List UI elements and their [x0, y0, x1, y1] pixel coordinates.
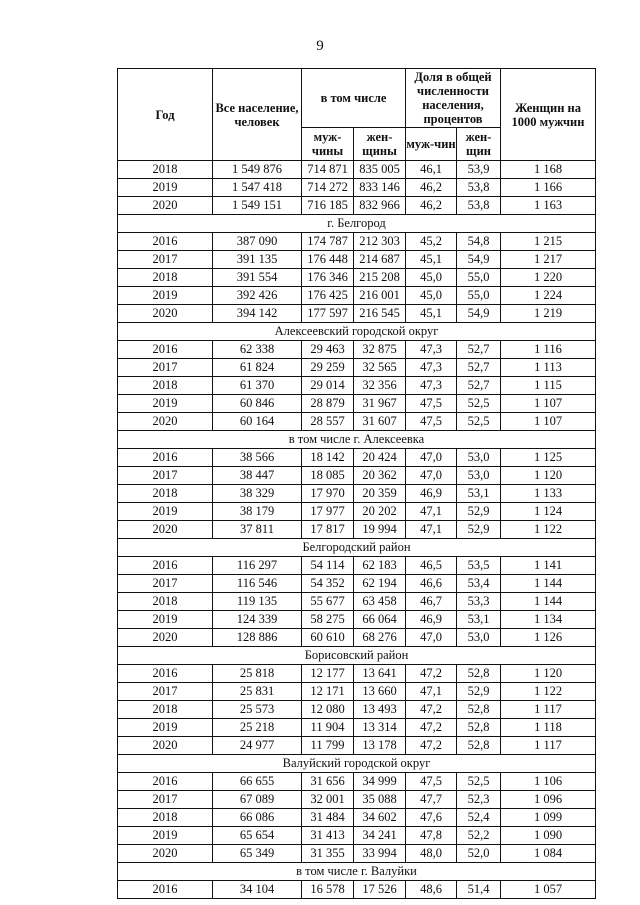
cell-women-share: 52,5 — [457, 413, 501, 431]
cell-men: 714 871 — [302, 161, 354, 179]
cell-women: 34 241 — [354, 827, 406, 845]
cell-women-share: 52,7 — [457, 377, 501, 395]
cell-women: 17 526 — [354, 881, 406, 899]
cell-year: 2018 — [118, 377, 213, 395]
cell-women-per-1000: 1 116 — [501, 341, 596, 359]
cell-women-share: 52,7 — [457, 359, 501, 377]
cell-men: 12 080 — [302, 701, 354, 719]
cell-women: 68 276 — [354, 629, 406, 647]
cell-men-share: 47,3 — [406, 377, 457, 395]
table-row — [118, 521, 596, 539]
cell-year: 2019 — [118, 719, 213, 737]
section-title: Алексеевский городской округ — [118, 323, 596, 341]
cell-year: 2019 — [118, 287, 213, 305]
cell-men-share: 47,1 — [406, 503, 457, 521]
cell-men-share: 47,7 — [406, 791, 457, 809]
cell-total: 394 142 — [213, 305, 302, 323]
cell-men: 54 114 — [302, 557, 354, 575]
cell-men: 29 259 — [302, 359, 354, 377]
cell-men: 177 597 — [302, 305, 354, 323]
cell-men: 17 977 — [302, 503, 354, 521]
cell-men-share: 47,3 — [406, 341, 457, 359]
cell-women-per-1000: 1 166 — [501, 179, 596, 197]
cell-men: 17 970 — [302, 485, 354, 503]
cell-women: 62 183 — [354, 557, 406, 575]
cell-women-share: 52,9 — [457, 683, 501, 701]
table-row — [118, 377, 596, 395]
cell-women-share: 52,5 — [457, 773, 501, 791]
table-row — [118, 611, 596, 629]
cell-year: 2017 — [118, 467, 213, 485]
cell-women-per-1000: 1 106 — [501, 773, 596, 791]
cell-men-share: 47,0 — [406, 467, 457, 485]
page-number: 9 — [316, 38, 324, 54]
cell-women-share: 53,0 — [457, 467, 501, 485]
cell-men-share: 47,2 — [406, 737, 457, 755]
cell-women: 13 314 — [354, 719, 406, 737]
cell-men: 31 484 — [302, 809, 354, 827]
cell-women-per-1000: 1 125 — [501, 449, 596, 467]
table-row — [118, 287, 596, 305]
cell-year: 2020 — [118, 413, 213, 431]
cell-men-share: 47,2 — [406, 701, 457, 719]
cell-women-share: 53,5 — [457, 557, 501, 575]
table-row — [118, 791, 596, 809]
table-row — [118, 449, 596, 467]
cell-total: 25 218 — [213, 719, 302, 737]
cell-total: 25 818 — [213, 665, 302, 683]
table-header — [118, 69, 596, 161]
cell-men: 174 787 — [302, 233, 354, 251]
cell-women-per-1000: 1 090 — [501, 827, 596, 845]
table-row — [118, 341, 596, 359]
section-title: Валуйский городской округ — [118, 755, 596, 773]
cell-women: 13 493 — [354, 701, 406, 719]
table-row — [118, 413, 596, 431]
section-title-row — [118, 539, 596, 557]
cell-men-share: 46,9 — [406, 485, 457, 503]
cell-women-share: 53,8 — [457, 179, 501, 197]
cell-women-per-1000: 1 099 — [501, 809, 596, 827]
cell-men: 12 171 — [302, 683, 354, 701]
cell-year: 2016 — [118, 881, 213, 899]
cell-women: 835 005 — [354, 161, 406, 179]
cell-women: 833 146 — [354, 179, 406, 197]
cell-women-per-1000: 1 134 — [501, 611, 596, 629]
cell-women-share: 53,0 — [457, 629, 501, 647]
cell-women-per-1000: 1 133 — [501, 485, 596, 503]
cell-total: 66 086 — [213, 809, 302, 827]
table-row — [118, 683, 596, 701]
cell-women-per-1000: 1 124 — [501, 503, 596, 521]
table-row — [118, 305, 596, 323]
cell-women-share: 53,0 — [457, 449, 501, 467]
cell-women-per-1000: 1 115 — [501, 377, 596, 395]
cell-men: 32 001 — [302, 791, 354, 809]
cell-year: 2019 — [118, 827, 213, 845]
table-row — [118, 575, 596, 593]
cell-women-per-1000: 1 217 — [501, 251, 596, 269]
cell-year: 2019 — [118, 503, 213, 521]
cell-men: 28 557 — [302, 413, 354, 431]
cell-men-share: 47,2 — [406, 665, 457, 683]
cell-total: 38 447 — [213, 467, 302, 485]
cell-women-per-1000: 1 122 — [501, 521, 596, 539]
section-title-row — [118, 755, 596, 773]
cell-women-per-1000: 1 126 — [501, 629, 596, 647]
section-title: Белгородский район — [118, 539, 596, 557]
section-title-row — [118, 863, 596, 881]
cell-women-share: 53,1 — [457, 485, 501, 503]
table-row — [118, 773, 596, 791]
cell-women: 20 202 — [354, 503, 406, 521]
cell-women-share: 53,1 — [457, 611, 501, 629]
cell-women-per-1000: 1 120 — [501, 665, 596, 683]
cell-men-share: 45,2 — [406, 233, 457, 251]
table-row — [118, 359, 596, 377]
cell-women: 32 875 — [354, 341, 406, 359]
population-table — [117, 68, 596, 899]
cell-women: 34 999 — [354, 773, 406, 791]
table-row — [118, 179, 596, 197]
table-row — [118, 467, 596, 485]
cell-men: 18 142 — [302, 449, 354, 467]
cell-women: 33 994 — [354, 845, 406, 863]
cell-women: 13 660 — [354, 683, 406, 701]
cell-year: 2018 — [118, 809, 213, 827]
cell-women-share: 54,9 — [457, 251, 501, 269]
cell-women-share: 52,4 — [457, 809, 501, 827]
cell-women: 66 064 — [354, 611, 406, 629]
cell-total: 1 549 151 — [213, 197, 302, 215]
cell-men-share: 46,5 — [406, 557, 457, 575]
cell-women-share: 52,8 — [457, 665, 501, 683]
cell-total: 391 135 — [213, 251, 302, 269]
cell-men-share: 46,9 — [406, 611, 457, 629]
cell-women: 35 088 — [354, 791, 406, 809]
cell-women-per-1000: 1 215 — [501, 233, 596, 251]
cell-men: 31 413 — [302, 827, 354, 845]
cell-women: 19 994 — [354, 521, 406, 539]
cell-women-per-1000: 1 141 — [501, 557, 596, 575]
section-title: в том числе г. Валуйки — [118, 863, 596, 881]
cell-year: 2017 — [118, 359, 213, 377]
cell-men-share: 47,6 — [406, 809, 457, 827]
cell-men-share: 47,3 — [406, 359, 457, 377]
cell-year: 2018 — [118, 593, 213, 611]
cell-men-share: 47,5 — [406, 413, 457, 431]
cell-total: 124 339 — [213, 611, 302, 629]
cell-men: 31 355 — [302, 845, 354, 863]
cell-total: 61 370 — [213, 377, 302, 395]
cell-women: 34 602 — [354, 809, 406, 827]
cell-women-per-1000: 1 107 — [501, 413, 596, 431]
cell-year: 2016 — [118, 773, 213, 791]
cell-men: 54 352 — [302, 575, 354, 593]
cell-total: 391 554 — [213, 269, 302, 287]
cell-men: 60 610 — [302, 629, 354, 647]
cell-women-per-1000: 1 118 — [501, 719, 596, 737]
table-row — [118, 557, 596, 575]
cell-women: 215 208 — [354, 269, 406, 287]
cell-total: 62 338 — [213, 341, 302, 359]
cell-total: 60 164 — [213, 413, 302, 431]
cell-women-share: 52,7 — [457, 341, 501, 359]
cell-women-per-1000: 1 117 — [501, 737, 596, 755]
table-row — [118, 881, 596, 899]
cell-men-share: 47,0 — [406, 629, 457, 647]
cell-women-per-1000: 1 144 — [501, 575, 596, 593]
header-including: в том числе — [302, 69, 406, 128]
cell-year: 2016 — [118, 341, 213, 359]
cell-men: 58 275 — [302, 611, 354, 629]
cell-women: 212 303 — [354, 233, 406, 251]
cell-total: 387 090 — [213, 233, 302, 251]
cell-men-share: 45,0 — [406, 287, 457, 305]
table-row — [118, 845, 596, 863]
cell-men-share: 47,5 — [406, 773, 457, 791]
cell-men-share: 45,1 — [406, 251, 457, 269]
cell-year: 2020 — [118, 305, 213, 323]
cell-women: 20 359 — [354, 485, 406, 503]
cell-year: 2018 — [118, 161, 213, 179]
section-title: Борисовский район — [118, 647, 596, 665]
cell-women-per-1000: 1 120 — [501, 467, 596, 485]
cell-year: 2019 — [118, 179, 213, 197]
cell-men: 31 656 — [302, 773, 354, 791]
cell-women-share: 52,8 — [457, 719, 501, 737]
cell-women: 832 966 — [354, 197, 406, 215]
cell-total: 116 546 — [213, 575, 302, 593]
cell-total: 1 547 418 — [213, 179, 302, 197]
section-title-row — [118, 431, 596, 449]
cell-men-share: 47,1 — [406, 521, 457, 539]
cell-total: 119 135 — [213, 593, 302, 611]
cell-men: 17 817 — [302, 521, 354, 539]
cell-women-per-1000: 1 168 — [501, 161, 596, 179]
cell-total: 67 089 — [213, 791, 302, 809]
cell-year: 2020 — [118, 197, 213, 215]
cell-men-share: 47,0 — [406, 449, 457, 467]
section-title-row — [118, 647, 596, 665]
cell-total: 38 566 — [213, 449, 302, 467]
cell-year: 2017 — [118, 683, 213, 701]
cell-men: 176 346 — [302, 269, 354, 287]
cell-total: 116 297 — [213, 557, 302, 575]
table-row — [118, 719, 596, 737]
cell-total: 61 824 — [213, 359, 302, 377]
cell-men-share: 46,1 — [406, 161, 457, 179]
header-women-share: жен-щин — [457, 128, 501, 161]
cell-women-share: 53,9 — [457, 161, 501, 179]
table-row — [118, 665, 596, 683]
table-row — [118, 233, 596, 251]
cell-total: 1 549 876 — [213, 161, 302, 179]
cell-men: 714 272 — [302, 179, 354, 197]
cell-women-per-1000: 1 220 — [501, 269, 596, 287]
table-body — [118, 161, 596, 899]
section-title: г. Белгород — [118, 215, 596, 233]
cell-men-share: 47,8 — [406, 827, 457, 845]
cell-women-share: 55,0 — [457, 287, 501, 305]
cell-year: 2018 — [118, 701, 213, 719]
table-row — [118, 161, 596, 179]
cell-men-share: 46,6 — [406, 575, 457, 593]
cell-men-share: 46,7 — [406, 593, 457, 611]
cell-women-share: 55,0 — [457, 269, 501, 287]
cell-women: 214 687 — [354, 251, 406, 269]
cell-total: 38 329 — [213, 485, 302, 503]
cell-women-share: 52,2 — [457, 827, 501, 845]
cell-year: 2020 — [118, 521, 213, 539]
cell-men: 29 463 — [302, 341, 354, 359]
cell-women-share: 54,9 — [457, 305, 501, 323]
header-share: Доля в общей численности населения, процентов — [406, 69, 501, 128]
header-total-population: Все население, человек — [213, 69, 302, 161]
cell-women: 31 607 — [354, 413, 406, 431]
header-women-per-1000-men: Женщин на 1000 мужчин — [501, 69, 596, 161]
cell-women-share: 52,8 — [457, 701, 501, 719]
cell-men-share: 46,2 — [406, 197, 457, 215]
cell-women: 32 565 — [354, 359, 406, 377]
header-year: Год — [118, 69, 213, 161]
cell-year: 2020 — [118, 629, 213, 647]
cell-total: 24 977 — [213, 737, 302, 755]
cell-men-share: 47,1 — [406, 683, 457, 701]
cell-women-share: 52,3 — [457, 791, 501, 809]
cell-year: 2016 — [118, 449, 213, 467]
cell-men-share: 46,2 — [406, 179, 457, 197]
cell-year: 2017 — [118, 251, 213, 269]
cell-year: 2016 — [118, 665, 213, 683]
cell-total: 60 846 — [213, 395, 302, 413]
cell-total: 34 104 — [213, 881, 302, 899]
cell-women: 63 458 — [354, 593, 406, 611]
table-row — [118, 593, 596, 611]
table-row — [118, 197, 596, 215]
cell-total: 25 573 — [213, 701, 302, 719]
cell-total: 66 655 — [213, 773, 302, 791]
cell-women-share: 52,5 — [457, 395, 501, 413]
cell-total: 65 654 — [213, 827, 302, 845]
cell-women: 31 967 — [354, 395, 406, 413]
cell-men: 11 799 — [302, 737, 354, 755]
cell-men-share: 48,6 — [406, 881, 457, 899]
cell-women: 13 178 — [354, 737, 406, 755]
cell-women-share: 52,9 — [457, 503, 501, 521]
header-men: муж-чины — [302, 128, 354, 161]
cell-women-per-1000: 1 163 — [501, 197, 596, 215]
table-row — [118, 629, 596, 647]
cell-women-per-1000: 1 096 — [501, 791, 596, 809]
section-title-row — [118, 323, 596, 341]
cell-women-per-1000: 1 057 — [501, 881, 596, 899]
cell-women-share: 53,8 — [457, 197, 501, 215]
cell-women: 20 362 — [354, 467, 406, 485]
cell-women-share: 52,0 — [457, 845, 501, 863]
cell-men: 12 177 — [302, 665, 354, 683]
table-row — [118, 395, 596, 413]
cell-year: 2020 — [118, 845, 213, 863]
section-title-row — [118, 215, 596, 233]
cell-women-share: 51,4 — [457, 881, 501, 899]
cell-total: 37 811 — [213, 521, 302, 539]
cell-year: 2018 — [118, 269, 213, 287]
cell-women-share: 53,3 — [457, 593, 501, 611]
cell-men-share: 45,0 — [406, 269, 457, 287]
cell-women-per-1000: 1 117 — [501, 701, 596, 719]
cell-women-per-1000: 1 144 — [501, 593, 596, 611]
cell-men-share: 47,2 — [406, 719, 457, 737]
cell-women: 32 356 — [354, 377, 406, 395]
table-row — [118, 503, 596, 521]
cell-women-per-1000: 1 122 — [501, 683, 596, 701]
cell-women: 216 001 — [354, 287, 406, 305]
table-row — [118, 809, 596, 827]
table-row — [118, 827, 596, 845]
cell-men: 55 677 — [302, 593, 354, 611]
cell-men-share: 45,1 — [406, 305, 457, 323]
header-women: жен-щины — [354, 128, 406, 161]
table-row — [118, 251, 596, 269]
table-row — [118, 701, 596, 719]
cell-women-per-1000: 1 224 — [501, 287, 596, 305]
cell-year: 2018 — [118, 485, 213, 503]
cell-year: 2019 — [118, 395, 213, 413]
cell-men: 716 185 — [302, 197, 354, 215]
header-men-share: муж-чин — [406, 128, 457, 161]
cell-year: 2017 — [118, 791, 213, 809]
cell-women-per-1000: 1 107 — [501, 395, 596, 413]
cell-women: 20 424 — [354, 449, 406, 467]
cell-women-share: 52,9 — [457, 521, 501, 539]
cell-men-share: 47,5 — [406, 395, 457, 413]
table-row — [118, 737, 596, 755]
cell-women-per-1000: 1 084 — [501, 845, 596, 863]
table-row — [118, 269, 596, 287]
cell-year: 2016 — [118, 557, 213, 575]
cell-women: 62 194 — [354, 575, 406, 593]
cell-women-per-1000: 1 113 — [501, 359, 596, 377]
cell-women: 216 545 — [354, 305, 406, 323]
cell-year: 2019 — [118, 611, 213, 629]
cell-men: 176 448 — [302, 251, 354, 269]
cell-women-share: 53,4 — [457, 575, 501, 593]
cell-men: 11 904 — [302, 719, 354, 737]
cell-women: 13 641 — [354, 665, 406, 683]
cell-year: 2020 — [118, 737, 213, 755]
cell-women-share: 52,8 — [457, 737, 501, 755]
cell-women-per-1000: 1 219 — [501, 305, 596, 323]
cell-men: 16 578 — [302, 881, 354, 899]
cell-men: 18 085 — [302, 467, 354, 485]
cell-men: 28 879 — [302, 395, 354, 413]
cell-total: 65 349 — [213, 845, 302, 863]
cell-men-share: 48,0 — [406, 845, 457, 863]
cell-total: 25 831 — [213, 683, 302, 701]
cell-total: 128 886 — [213, 629, 302, 647]
section-title: в том числе г. Алексеевка — [118, 431, 596, 449]
cell-total: 392 426 — [213, 287, 302, 305]
cell-women-share: 54,8 — [457, 233, 501, 251]
cell-year: 2017 — [118, 575, 213, 593]
cell-year: 2016 — [118, 233, 213, 251]
cell-men: 29 014 — [302, 377, 354, 395]
cell-men: 176 425 — [302, 287, 354, 305]
table-row — [118, 485, 596, 503]
cell-total: 38 179 — [213, 503, 302, 521]
